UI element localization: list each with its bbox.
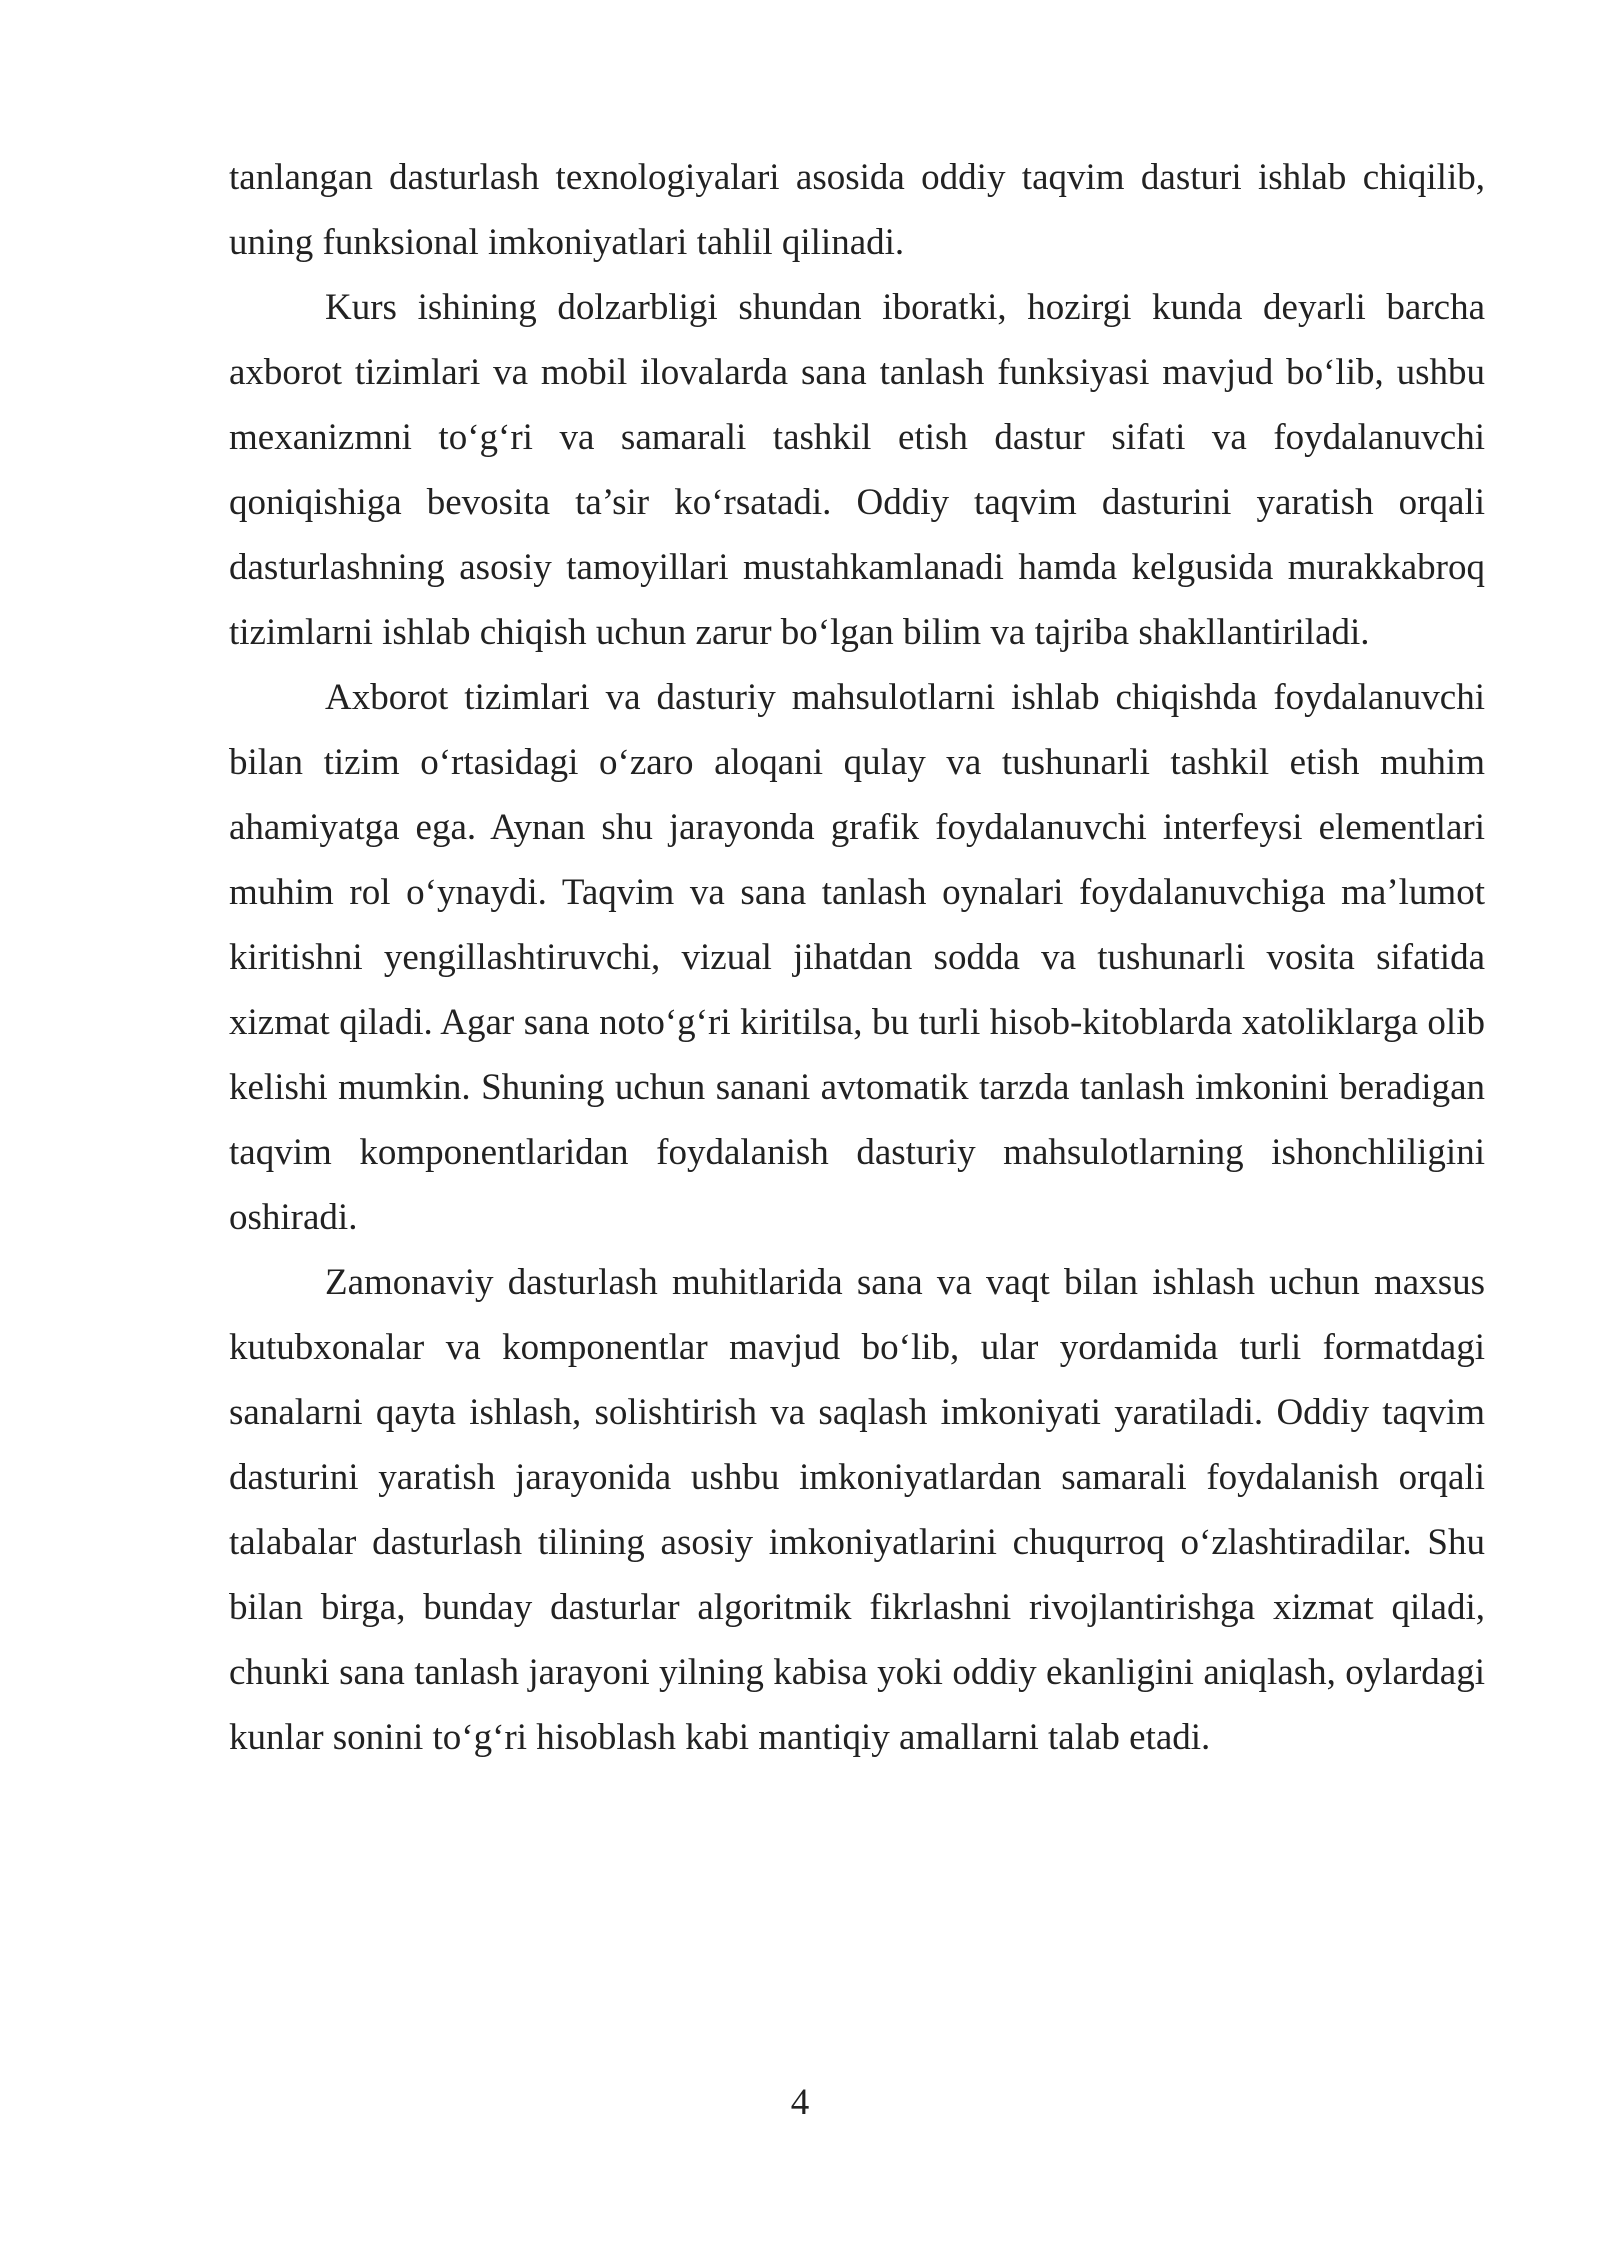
paragraph-3: Axborot tizimlari va dasturiy mahsulotlarni ishlab chiqishda foydalanuvchi bilan tizim o‘rtasidagi o‘zaro aloqani qulay va tushunarli tashkil etish muhim ahamiyatga ega. Aynan shu jarayonda grafik foydalanuvchi interfeysi elementlari muhim rol o‘ynaydi. Taqvim va sana tanlash oynalari foydalanuvchiga ma’lumot kiritishni yengillashtiruvchi, vizual jihatdan sodda va tushunarli vosita sifatida xizmat qiladi. Agar sana noto‘g‘ri kiritilsa, bu turli hisob-kitoblarda xatoliklarga olib kelishi mumkin. Shuning uchun sanani avtomatik tarzda tanlash imkonini beradigan taqvim komponentlaridan foydalanish dasturiy mahsulotlarning ishonchliligini oshiradi. <box>229 677 1485 1238</box>
paragraph-4: Zamonaviy dasturlash muhitlarida sana va vaqt bilan ishlash uchun maxsus kutubxonalar va komponentlar mavjud bo‘lib, ular yordamida turli formatdagi sanalarni qayta ishlash, solishtirish va saqlash imkoniyati yaratiladi. Oddiy taqvim dasturini yaratish jarayonida ushbu imkoniyatlardan samarali foydalanish orqali talabalar dasturlash tilining asosiy imkoniyatlarini chuqurroq o‘zlashtiradilar. Shu bilan birga, bunday dasturlar algoritmik fikrlashni rivojlantirishga xizmat qiladi, chunki sana tanlash jarayoni yilning kabisa yoki oddiy ekanligini aniqlash, oylardagi kunlar sonini to‘g‘ri hisoblash kabi mantiqiy amallarni talab etadi. <box>229 1262 1485 1758</box>
paragraph-1: tanlangan dasturlash texnologiyalari asosida oddiy taqvim dasturi ishlab chiqilib, uning funksional imkoniyatlari tahlil qilinadi. <box>229 157 1485 263</box>
body-text <box>229 145 1485 1770</box>
page-number: 4 <box>790 2082 810 2123</box>
paragraph-2: Kurs ishining dolzarbligi shundan iboratki, hozirgi kunda deyarli barcha axborot tizimlari va mobil ilovalarda sana tanlash funksiyasi mavjud bo‘lib, ushbu mexanizmni to‘g‘ri va samarali tashkil etish dastur sifati va foydalanuvchi qoniqishiga bevosita ta’sir ko‘rsatadi. Oddiy taqvim dasturini yaratish orqali dasturlashning asosiy tamoyillari mustahkamlanadi hamda kelgusida murakkabroq tizimlarni ishlab chiqish uchun zarur bo‘lgan bilim va tajriba shakllantiriladi. <box>229 287 1485 653</box>
